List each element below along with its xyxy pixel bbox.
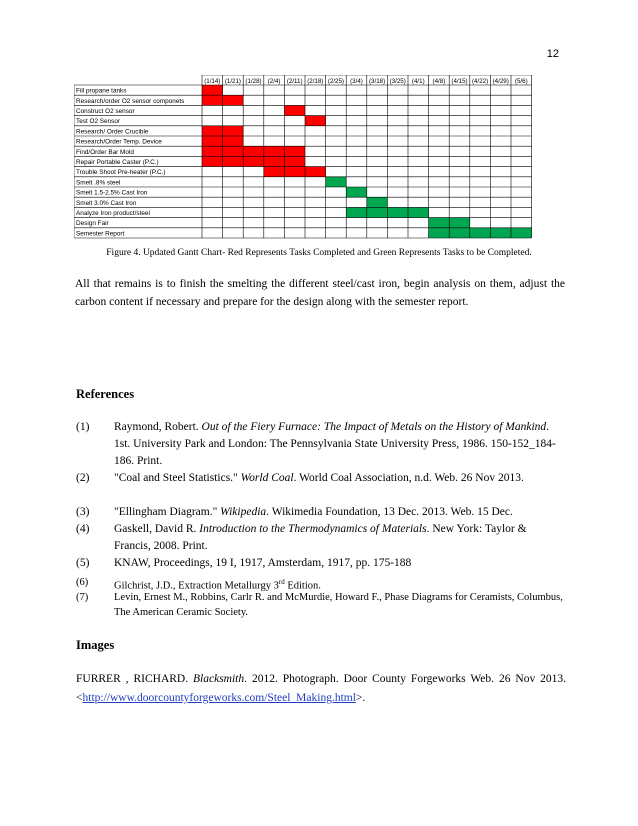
reference-number: (1) (76, 421, 90, 433)
completed-cell (202, 146, 223, 156)
task-label: Test O2 Sensor (76, 118, 121, 126)
date-header: (4/29) (492, 78, 509, 85)
reference-title: Introduction to the Thermodynamics of Materials (199, 523, 427, 535)
todo-cell (429, 218, 450, 228)
references-heading: References (76, 387, 135, 401)
task-label: Fill propane tanks (76, 87, 127, 95)
date-header: (2/4) (267, 78, 281, 85)
reference-title: Wikipedia (220, 506, 267, 518)
task-label: Semester Report (76, 230, 125, 238)
completed-cell (264, 156, 285, 166)
todo-cell (346, 207, 367, 217)
reference-1: (1) Raymond, Robert. Out of the Fiery Furnace: The Impact of Metals on the History of Mankind. 1st. University Park and London: The Pennsylvania State University Press, 1986. 150-152_184-186. Print. (76, 421, 556, 467)
task-label: Smelt 3.0% Cast Iron (76, 199, 137, 207)
date-header: (1/28) (245, 78, 262, 85)
reference-number: (7) (76, 592, 89, 603)
task-label: Construct O2 sensor (76, 108, 135, 115)
reference-4: (4) Gaskell, David R. Introduction to the Thermodynamics of Materials. New York: Taylor & Francis, 2008. Print. (76, 523, 527, 552)
completed-cell (284, 156, 305, 166)
completed-cell (284, 167, 305, 177)
task-label: Trouble Shoot Pre-heater (P.C.) (76, 169, 166, 177)
date-header: (4/8) (432, 78, 446, 85)
completed-cell (264, 167, 285, 177)
task-label: Research/Order Temp. Device (76, 138, 162, 146)
date-header: (4/15) (451, 78, 468, 85)
todo-cell (326, 177, 347, 187)
summary-paragraph: All that remains is to finish the smelting the different steel/cast iron, begin analysis on them, adjust the carbon content if necessary and prepare for the design along with the semester report. (75, 278, 565, 308)
date-header: (1/14) (204, 78, 221, 85)
date-header: (5/6) (514, 78, 528, 85)
todo-cell (387, 207, 408, 217)
todo-cell (470, 228, 491, 238)
completed-cell (305, 116, 326, 126)
date-header: (1/21) (224, 78, 241, 85)
completed-cell (243, 156, 264, 166)
completed-cell (284, 146, 305, 156)
reference-number: (3) (76, 506, 90, 518)
todo-cell (449, 228, 470, 238)
completed-cell (223, 126, 244, 136)
date-header: (2/11) (286, 78, 303, 85)
reference-number: (4) (76, 523, 90, 535)
completed-cell (202, 136, 223, 146)
gantt-chart (74, 75, 566, 247)
todo-cell (367, 197, 388, 207)
gantt-caption: Figure 4. Updated Gantt Chart- Red Represents Tasks Completed and Green Represents Tasks to be Completed. (106, 248, 532, 258)
reference-number: (2) (76, 472, 90, 484)
reference-7: (7) Levin, Ernest M., Robbins, Carlr R. and McMurdie, Howard F., Phase Diagrams for Ceramists, Columbus, The American Ceramic Society. (76, 592, 563, 618)
completed-cell (202, 85, 223, 95)
page-number: 12 (546, 48, 559, 60)
todo-cell (367, 207, 388, 217)
date-header: (4/22) (472, 78, 489, 85)
reference-number: (5) (76, 557, 90, 569)
date-header: (3/4) (350, 78, 363, 85)
date-header: (3/18) (369, 78, 386, 85)
completed-cell (223, 95, 244, 105)
completed-cell (284, 105, 305, 115)
completed-cell (264, 146, 285, 156)
reference-6: (6) Gilchrist, J.D., Extraction Metallurgy 3rd Edition. (76, 577, 321, 592)
todo-cell (346, 187, 367, 197)
completed-cell (223, 156, 244, 166)
completed-cell (305, 167, 326, 177)
reference-number: (6) (76, 577, 89, 588)
images-heading: Images (76, 638, 115, 652)
completed-cell (202, 156, 223, 166)
task-label: Design Fair (76, 220, 109, 228)
completed-cell (223, 136, 244, 146)
image-title: Blacksmith (193, 673, 245, 685)
date-header: (4/1) (411, 78, 425, 85)
completed-cell (223, 146, 244, 156)
todo-cell (511, 228, 532, 238)
completed-cell (202, 95, 223, 105)
task-label: Repair Portable Caster (P.C.) (76, 159, 159, 166)
image-citation: FURRER , RICHARD. Blacksmith. 2012. Photograph. Door County Forgeworks Web. 26 Nov 2013. <http://www.doorcountyforgeworks.com/Steel_Making.html>. (76, 673, 566, 704)
reference-3: (3) "Ellingham Diagram." Wikipedia. Wikimedia Foundation, 13 Dec. 2013. Web. 15 Dec. (76, 504, 566, 521)
task-label: Smelt 1.5-2.5% Cast Iron (76, 189, 148, 197)
todo-cell (429, 228, 450, 238)
reference-title: Out of the Fiery Furnace: The Impact of Metals on the History of Mankind (201, 421, 547, 433)
date-header: (2/25) (327, 78, 344, 85)
task-label: Find/Order Bar Mold (76, 148, 134, 156)
task-label: Research/order O2 sensor componets (76, 97, 185, 105)
task-label: Analyze Iron product/steel (76, 210, 150, 217)
date-header: (2/18) (307, 78, 324, 85)
reference-5: (5) KNAW, Proceedings, 19 I, 1917, Amsterdam, 1917, pp. 175-188 (76, 555, 566, 572)
task-label: Research/ Order Crucible (76, 128, 149, 136)
image-source-link[interactable]: http://www.doorcountyforgeworks.com/Steel_Making.html (82, 692, 356, 704)
reference-title: World Coal (240, 472, 294, 484)
completed-cell (243, 146, 264, 156)
todo-cell (490, 228, 511, 238)
todo-cell (408, 207, 429, 217)
completed-cell (202, 126, 223, 136)
task-label: Smelt .8% steel (76, 179, 121, 187)
todo-cell (449, 218, 470, 228)
reference-2: (2) "Coal and Steel Statistics." World Coal. World Coal Association, n.d. Web. 26 Nov 2013. (76, 470, 566, 487)
date-header: (3/25) (389, 78, 406, 85)
